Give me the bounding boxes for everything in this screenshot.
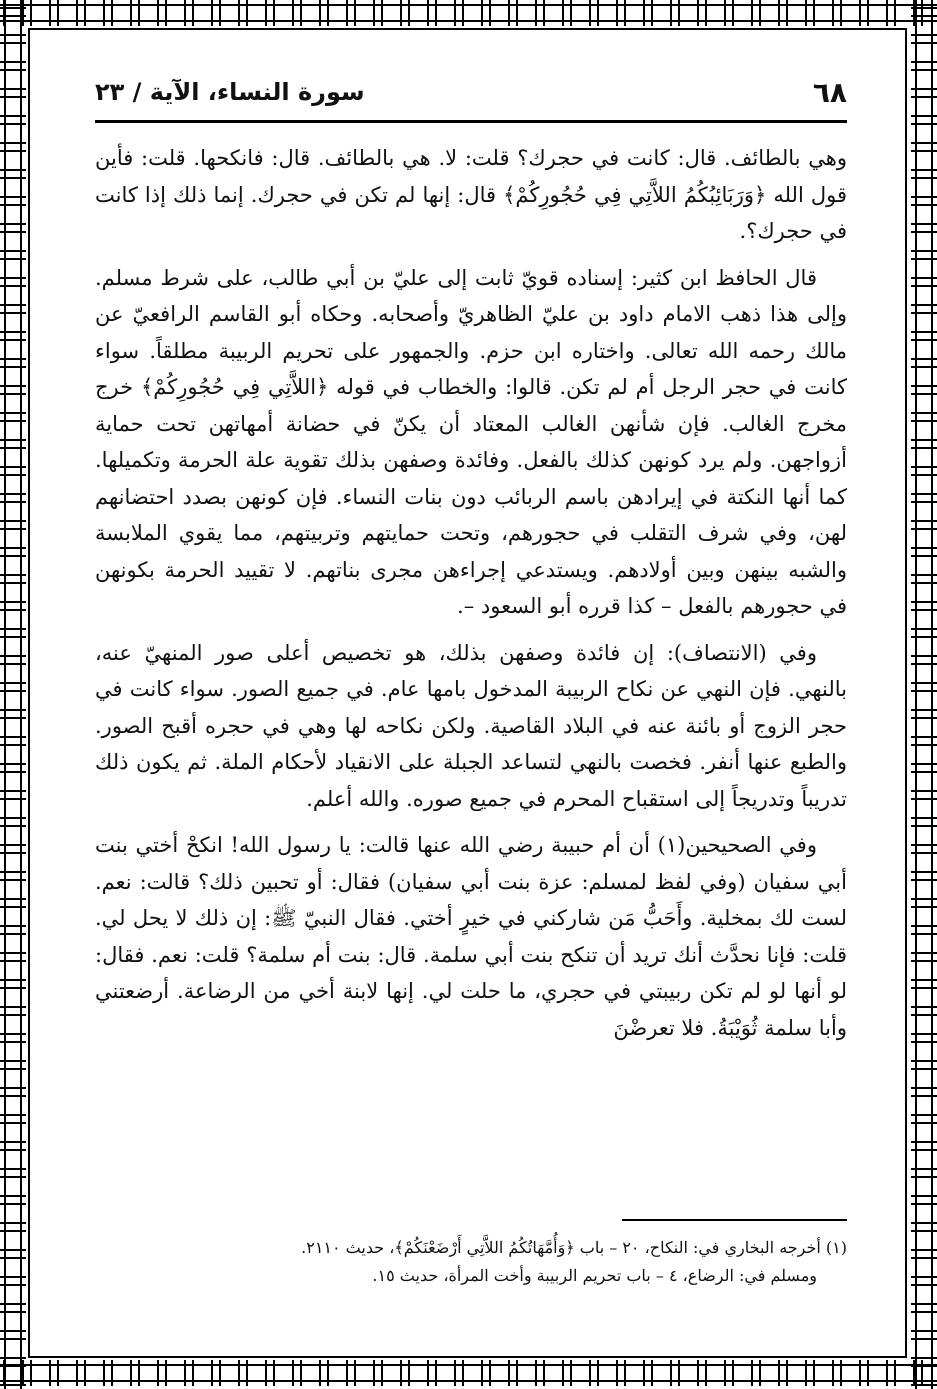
decorative-border-top bbox=[0, 0, 937, 26]
footnote-rule bbox=[622, 1219, 847, 1221]
paragraph: وفي الصحيحين(١) أن أم حبيبة رضي الله عنها قالت: يا رسول الله! انكحْ أختي بنت أبي سفيان (وفي لفظ لمسلم: عزة بنت أبي سفيان) فقال: أو تحبين ذلك؟ قالت: نعم. لست لك بمخلية. وأَحَبُّ مَن شاركني في خيرٍ أختي. فقال النبيّ ﷺ: إن ذلك لا يحل لي. قلت: فإنا نحدَّث أنك تريد أن تنكح بنت أبي سلمة. قال: بنت أم سلمة؟ قلت: نعم. فقال: لو أنها لو لم تكن ربيبتي في حجري، ما حلت لي. إنها لابنة أخي من الرضاعة. أرضعتني وأبا سلمة ثُوَيْبَةُ. فلا تعرضْنَ bbox=[95, 833, 847, 1040]
footnote: ومسلم في: الرضاع، ٤ – باب تحريم الربيبة وأخت المرأة، حديث ١٥. bbox=[372, 1266, 817, 1285]
header-rule bbox=[95, 120, 847, 123]
decorative-border-bottom bbox=[0, 1360, 937, 1386]
running-head: سورة النساء، الآية / ٢٣ bbox=[95, 78, 365, 106]
body-text bbox=[95, 140, 847, 1056]
decorative-border-left bbox=[0, 0, 26, 1389]
footnote: (١) أخرجه البخاري في: النكاح، ٢٠ – باب ﴿وَأُمَّهَاتُكُمُ اللاَّتِي أَرْضَعْنَكُمْ﴾، حديث ٢١١٠. bbox=[301, 1238, 847, 1257]
page-number: ٦٨ bbox=[812, 76, 847, 109]
decorative-border-right bbox=[911, 0, 937, 1389]
page-header bbox=[95, 76, 847, 118]
paragraph: قال الحافظ ابن كثير: إسناده قويّ ثابت إلى عليّ بن أبي طالب، على شرط مسلم. وإلى هذا ذهب الامام داود بن عليّ الظاهريّ وأصحابه. وحكاه أبو القاسم الرافعيّ عن مالك رحمه الله تعالى. واختاره ابن حزم. والجمهور على تحريم الربيبة مطلقاً. سواء كانت في حجر الرجل أم لم تكن. قالوا: والخطاب في قوله ﴿اللاَّتِي فِي حُجُورِكُمْ﴾ خرج مخرج الغالب. فإن شأنهن الغالب المعتاد أن يكنّ في حضانة أمهاتهن تحت حماية أزواجهن. ولم يرد كونهن كذلك بالفعل. وفائدة وصفهن بذلك تقوية علة الحرمة وتكميلها. كما أنها النكتة في إيرادهن باسم الربائب دون بنات النساء. فإن كونهن بصدد احتضانهم لهن، وفي شرف التقلب في حجورهم، وتحت حمايتهم وتربيتهم، مما يقوي الملابسة والشبه بينهن وبين أولادهم. ويستدعي إجراءهن مجرى بناتهم. لا تقييد الحرمة بكونهن في حجورهم بالفعل – كذا قرره أبو السعود –. bbox=[95, 265, 847, 618]
paragraph: وفي (الانتصاف): إن فائدة وصفهن بذلك، هو تخصيص أعلى صور المنهيّ عنه، بالنهي. فإن النهي عن نكاح الربيبة المدخول بامها عام. في جميع الصور. سواء كانت في حجر الزوج أو بائنة عنه في البلاد القاصية. ولكن نكاحه لها وهي في حجره أقبح الصور. والطبع عنها أنفر. فخصت بالنهي لتساعد الجبلة على الانقياد لأحكام الملة. ثم يكون ذلك تدريباً وتدريجاً إلى استقباح المحرم في جميع صوره. والله أعلم. bbox=[95, 640, 847, 811]
paragraph: وهي بالطائف. قال: كانت في حجرك؟ قلت: لا. هي بالطائف. قال: فانكحها. قلت: فأين قول الله ﴿وَرَبَائِبُكُمُ اللاَّتِي فِي حُجُورِكُمْ﴾ قال: إنها لم تكن في حجرك. إنما ذلك إذا كانت في حجرك؟. bbox=[95, 146, 847, 243]
footnotes bbox=[95, 1234, 847, 1290]
